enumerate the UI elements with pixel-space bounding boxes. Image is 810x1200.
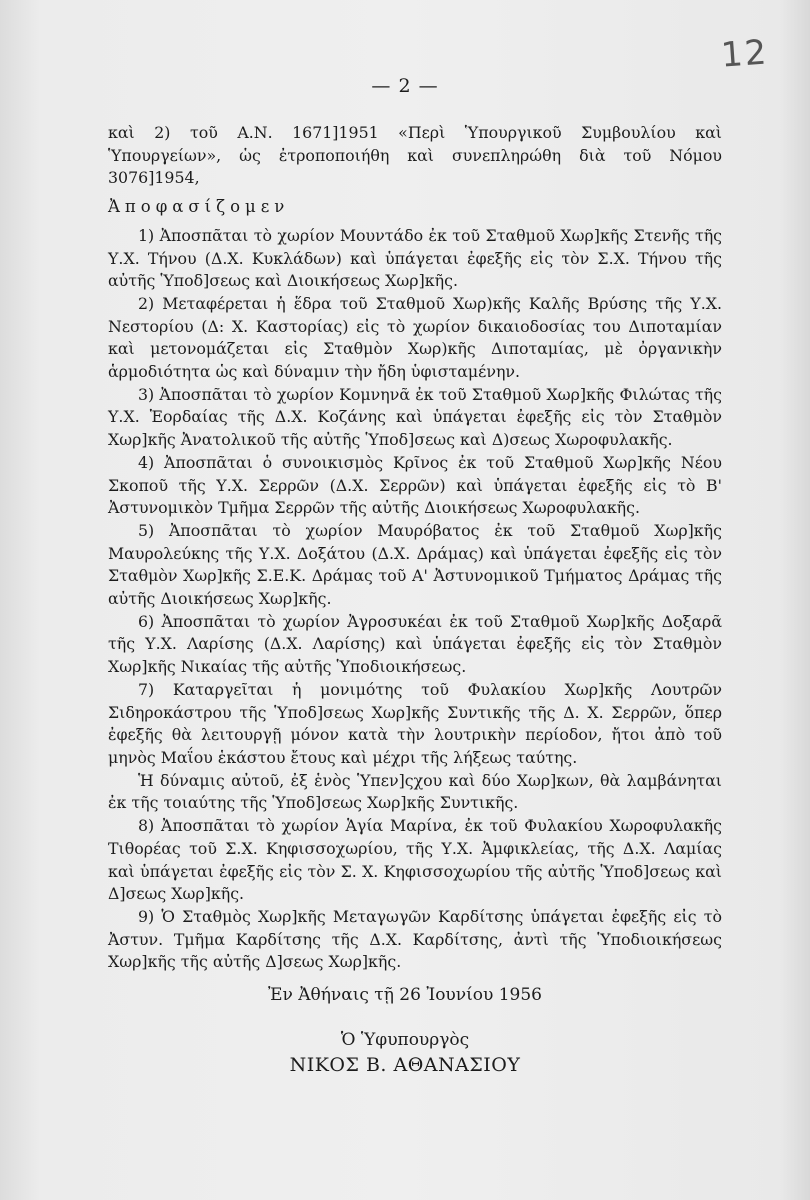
article-3: 3) Ἀποσπᾶται τὸ χωρίον Κομνηνᾶ ἐκ τοῦ Σταθμοῦ Χωρ]κῆς Φιλώτας τῆς Υ.Χ. Ἑορδαίας τῆς Δ.Χ. Κοζάνης καὶ ὑπάγεται ἐφεξῆς εἰς τὸν Σταθμὸν Χωρ]κῆς Ἀνατολικοῦ τῆς αὐτῆς Ὑποδ]σεως καὶ Δ)σεως Χωροφυλακῆς. xyxy=(108,384,722,450)
document-body xyxy=(108,122,722,974)
handwritten-page-note: 12 xyxy=(719,32,770,76)
decision-heading: Ἀποφασίζομεν xyxy=(108,197,290,217)
signatory-title: Ὁ Ὑφυπουργὸς xyxy=(340,1030,470,1050)
intro-paragraph: καὶ 2) τοῦ Α.Ν. 1671]1951 «Περὶ Ὑπουργικοῦ Συμβουλίου καὶ Ὑπουργείων», ὡς ἐτροποποιήθη καὶ συνεπληρώθη διὰ τοῦ Νόμου 3076]1954, xyxy=(108,123,722,188)
article-9: 9) Ὁ Σταθμὸς Χωρ]κῆς Μεταγωγῶν Καρδίτσης ὑπάγεται ἐφεξῆς εἰς τὸ Ἀστυν. Τμῆμα Καρδίτσης τῆς Δ.Χ. Καρδίτσης, ἀντὶ τῆς Ὑποδιοικήσεως Χωρ]κῆς τῆς αὐτῆς Δ]σεως Χωρ]κῆς. xyxy=(108,906,722,972)
article-8: 8) Ἀποσπᾶται τὸ χωρίον Ἁγία Μαρίνα, ἐκ τοῦ Φυλακίου Χωροφυλακῆς Τιθορέας τοῦ Σ.Χ. Κηφισσοχωρίου, τῆς Υ.Χ. Ἀμφικλείας, τῆς Δ.Χ. Λαμίας καὶ ὑπάγεται ἐφεξῆς εἰς τὸν Σ. Χ. Κηφισσοχωρίου τῆς αὐτῆς Ὑποδ]σεως καὶ Δ]σεως Χωρ]κῆς. xyxy=(108,816,722,904)
date-line: Ἐν Ἀθήναις τῇ 26 Ἰουνίου 1956 xyxy=(267,985,543,1005)
signatory-name: ΝΙΚΟΣ Β. ΑΘΑΝΑΣΙΟΥ xyxy=(289,1054,521,1076)
article-4: 4) Ἀποσπᾶται ὁ συνοικισμὸς Κρῖνος ἐκ τοῦ Σταθμοῦ Χωρ]κῆς Νέου Σκοποῦ τῆς Υ.Χ. Σερρῶν (Δ.Χ. Σερρῶν) καὶ ὑπάγεται ἐφεξῆς εἰς τὸ Β' Ἀστυνομικὸν Τμῆμα Σερρῶν τῆς αὐτῆς Διοικήσεως Χωροφυλακῆς. xyxy=(108,452,722,518)
article-7: 7) Καταργεῖται ἡ μονιμότης τοῦ Φυλακίου Χωρ]κῆς Λουτρῶν Σιδηροκάστρου τῆς Ὑποδ]σεως Χωρ]κῆς Συντικῆς τῆς Δ. Χ. Σερρῶν, ὅπερ ἐφεξῆς θὰ λειτουργῇ μόνον κατὰ τὴν λουτρικὴν περίοδον, ἤτοι ἀπὸ τοῦ μηνὸς Μαΐου ἑκάστου ἔτους καὶ μέχρι τῆς λήξεως ταύτης. xyxy=(108,679,722,767)
article-6: 6) Ἀποσπᾶται τὸ χωρίον Ἀγροσυκέαι ἐκ τοῦ Σταθμοῦ Χωρ]κῆς Δοξαρᾶ τῆς Υ.Χ. Λαρίσης (Δ.Χ. Λαρίσης) καὶ ὑπάγεται ἐφεξῆς εἰς τὸν Σταθμὸν Χωρ]κῆς Νικαίας τῆς αὐτῆς Ὑποδιοικήσεως. xyxy=(108,611,722,677)
article-2: 2) Μεταφέρεται ἡ ἕδρα τοῦ Σταθμοῦ Χωρ)κῆς Καλῆς Βρύσης τῆς Υ.Χ. Νεστορίου (Δ: Χ. Καστορίας) εἰς τὸ χωρίον δικαιοδοσίας του Διποταμίαν καὶ μετονομάζεται εἰς Σταθμὸν Χωρ)κῆς Διποταμίας, μὲ ὀργανικὴν ἁρμοδιότητα ὡς καὶ δύναμιν τὴν ἤδη ὑφισταμένην. xyxy=(108,293,722,382)
article-7-note: Ἡ δύναμις αὐτοῦ, ἐξ ἑνὸς Ὑπεν]ςχου καὶ δύο Χωρ]κων, θὰ λαμβάνηται ἐκ τῆς τοιαύτης τῆς Ὑποδ]σεως Χωρ]κῆς Συντικῆς. xyxy=(108,770,722,813)
page-number: — 2 — xyxy=(371,75,439,97)
article-1: 1) Ἀποσπᾶται τὸ χωρίον Μουντάδο ἐκ τοῦ Σταθμοῦ Χωρ]κῆς Στενῆς τῆς Υ.Χ. Τήνου (Δ.Χ. Κυκλάδων) καὶ ὑπάγεται ἐφεξῆς εἰς τὸν Σ.Χ. Τήνου τῆς αὐτῆς Ὑποδ]σεως καὶ Διοικήσεως Χωρ]κῆς. xyxy=(108,225,722,291)
article-5: 5) Ἀποσπᾶται τὸ χωρίον Μαυρόβατος ἐκ τοῦ Σταθμοῦ Χωρ]κῆς Μαυρολεύκης τῆς Υ.Χ. Δοξάτου (Δ.Χ. Δράμας) καὶ ὑπάγεται ἐφεξῆς εἰς τὸν Σταθμὸν Χωρ]κῆς Σ.Ε.Κ. Δράμας τοῦ Α' Ἀστυνομικοῦ Τμήματος Δράμας τῆς αὐτῆς Διοικήσεως Χωρ]κῆς. xyxy=(108,520,722,609)
